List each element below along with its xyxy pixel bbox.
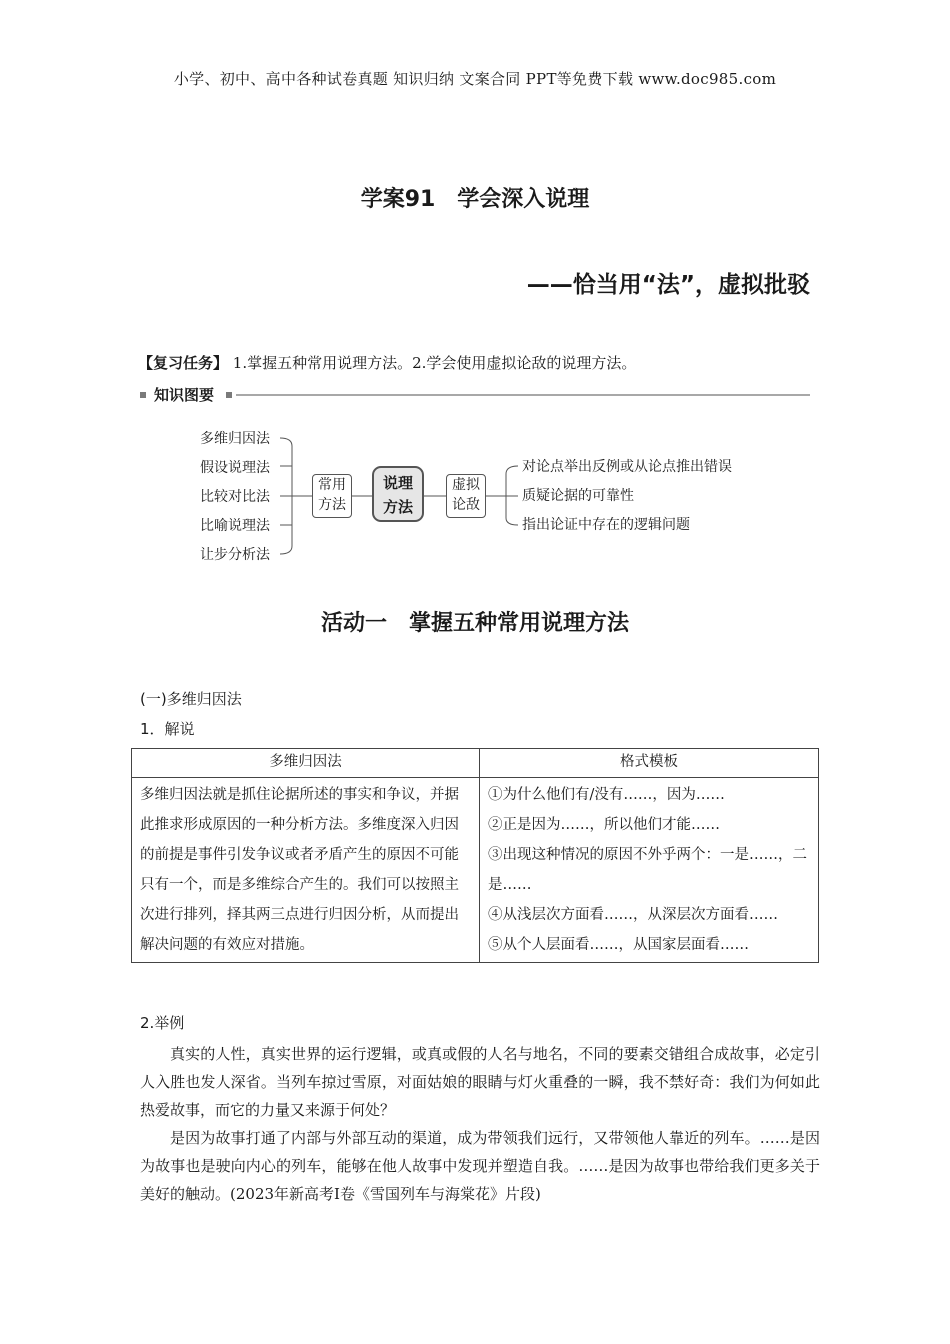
box-line: 常用	[318, 477, 346, 493]
template-item: ②正是因为……，所以他们才能……	[488, 817, 720, 833]
right-item: 对论点举出反例或从论点推出错误	[522, 459, 732, 475]
template-list	[480, 778, 819, 963]
heading-rule	[236, 394, 810, 396]
box-line: 方法	[382, 498, 413, 516]
template-item: ①为什么他们有/没有……，因为……	[488, 787, 725, 803]
page-subtitle: ——恰当用“法”，虚拟批驳	[526, 272, 810, 298]
left-item: 多维归因法	[200, 431, 270, 447]
section-heading: 2.举例	[140, 1014, 185, 1032]
example-paragraph: 是因为故事打通了内部与外部互动的渠道，成为带领我们远行，又带领他人靠近的列车。……是因为故事也是驶向内心的列车，能够在他人故事中发现并塑造自我。……是因为故事也带给我们更多关于美好的触动。(2023年新高考Ⅰ卷《雪国列车与海棠花》片段)	[140, 1129, 820, 1203]
review-task-text: 1.掌握五种常用说理方法。2.学会使用虚拟论敌的说理方法。	[232, 354, 637, 372]
page-header: 小学、初中、高中各种试卷真题 知识归纳 文案合同 PPT等免费下载 www.doc985.com	[173, 70, 777, 88]
example-passage	[140, 1040, 820, 1208]
example-paragraph: 真实的人性，真实世界的运行逻辑，或真或假的人名与地名，不同的要素交错组合成故事，必定引人入胜也发人深省。当列车掠过雪原，对面姑娘的眼睛与灯火重叠的一瞬，我不禁好奇：我们为何如此热爱故事，而它的力量又来源于何处？	[140, 1045, 820, 1119]
box-line: 方法	[318, 497, 346, 513]
review-task	[138, 352, 636, 373]
box-line: 说理	[382, 474, 413, 492]
table-header-cell: 格式模板	[480, 749, 819, 778]
left-item: 假设说理法	[200, 460, 270, 476]
method-description: 多维归因法就是抓住论据所述的事实和争议，并据此推求形成原因的一种分析方法。多维度深入归因的前提是事件引发争议或者矛盾产生的原因不可能只有一个，而是多维综合产生的。我们可以按照主次进行排列，择其两三点进行归因分析，从而提出解决问题的有效应对措施。	[132, 778, 480, 963]
right-item: 质疑论据的可靠性	[522, 488, 634, 504]
activity-title: 活动一 掌握五种常用说理方法	[320, 611, 629, 636]
diagram-connectors	[190, 418, 790, 578]
section-subheading: 1．解说	[140, 720, 195, 738]
page-title: 学案91 学会深入说理	[360, 187, 590, 212]
left-item: 比喻说理法	[200, 518, 270, 534]
box-line: 论敌	[452, 497, 480, 513]
template-item: ⑤从个人层面看……，从国家层面看……	[488, 937, 749, 953]
virtual-opponent-box	[446, 474, 486, 518]
section-heading: (一)多维归因法	[140, 690, 242, 708]
table-row	[132, 778, 819, 963]
left-item: 比较对比法	[200, 489, 270, 505]
template-item: ④从浅层次方面看……，从深层次方面看……	[488, 907, 778, 923]
template-item: ③出现这种情况的原因不外乎两个：一是……，二是……	[488, 847, 807, 893]
box-line: 虚拟	[452, 477, 480, 493]
knowledge-map-label: 知识图要	[154, 386, 215, 404]
table-header-row	[132, 749, 819, 778]
right-item: 指出论证中存在的逻辑问题	[522, 517, 690, 533]
bullet-square-icon	[226, 392, 232, 398]
bullet-square-icon	[140, 392, 146, 398]
common-methods-box	[312, 474, 352, 518]
knowledge-map-heading	[138, 384, 810, 406]
table-header-cell: 多维归因法	[132, 749, 480, 778]
review-task-tag: 【复习任务】	[138, 354, 229, 372]
reasoning-methods-box	[372, 466, 424, 522]
method-table	[131, 748, 819, 963]
knowledge-map-diagram	[190, 418, 790, 578]
left-item: 让步分析法	[200, 547, 270, 563]
